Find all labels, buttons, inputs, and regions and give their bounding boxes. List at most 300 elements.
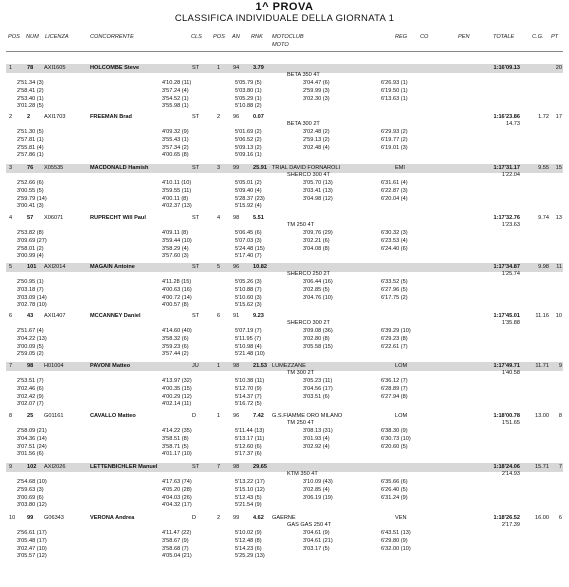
- lap-time: 6'33.52 (5): [381, 279, 408, 285]
- lap-time: 4'00.35 (15): [162, 385, 192, 392]
- lap-time: 6'19.50 (1): [381, 87, 408, 94]
- lap-time: 3'05.58 (15): [303, 343, 333, 350]
- rider-name: MACDONALD Hamish: [90, 165, 149, 171]
- rider-bike: TM 250 4T: [287, 222, 315, 228]
- rider-name: CAVALLO Matteo: [90, 413, 136, 419]
- rider-block: [6, 214, 563, 263]
- rider-name: HOLCOMBE Steve: [90, 65, 140, 71]
- rider-year: 98: [233, 363, 240, 369]
- rider-licence: AXI2026: [44, 464, 66, 470]
- page-subtitle: CLASSIFICA INDIVIDUALE DELLA GIORNATA 1: [174, 13, 395, 24]
- rider-rank: 3.79: [253, 65, 264, 71]
- col-co: CO: [420, 34, 429, 40]
- lap-time: 2'59.63 (3): [17, 486, 44, 493]
- rider-class: ST: [192, 165, 200, 171]
- lap-time: 4'14.22 (35): [162, 428, 192, 434]
- rider-points: 11: [556, 264, 562, 270]
- col-moto: MOTO: [272, 42, 289, 48]
- lap-time: 5'13.17 (11): [235, 435, 265, 442]
- lap-time: 2'53.51 (7): [17, 378, 44, 384]
- lap-time: 3'55.98 (1): [162, 103, 189, 110]
- lap-time: 5'12.70 (9): [235, 385, 262, 392]
- rider-block: [6, 164, 563, 214]
- rider-region: EMI: [395, 165, 405, 171]
- lap-time: 5'17.37 (6): [235, 451, 262, 458]
- rider-block: [6, 312, 563, 362]
- rider-pos: 2: [9, 114, 13, 120]
- lap-time: 6'23.53 (4): [381, 237, 408, 244]
- lap-time: 5'09.13 (2): [235, 144, 262, 151]
- rider-total: 1:16'09.13: [493, 65, 520, 71]
- rider-number: 102: [27, 464, 37, 470]
- rider-cg: 15.71: [535, 464, 549, 470]
- lap-time: 2'58.01 (2): [17, 245, 44, 252]
- lap-time: 6'31.61 (4): [381, 180, 408, 186]
- lap-time: 3'05.70 (13): [303, 180, 333, 186]
- rider-licence: AXI1703: [44, 114, 66, 120]
- rider-motoclub: TRIAL DAVID FORNAROLI: [272, 165, 341, 171]
- rider-class-pos: 5: [217, 264, 221, 270]
- lap-time: 5'12.43 (5): [235, 494, 262, 501]
- lap-time: 3'09.08 (36): [303, 328, 333, 334]
- lap-time: 4'01.17 (10): [162, 451, 192, 458]
- rider-gap: 1'40.58: [501, 370, 520, 376]
- lap-time: 3'04.36 (14): [17, 435, 47, 442]
- lap-time: 2'59.05 (2): [17, 351, 44, 358]
- lap-time: 6'24.40 (6): [381, 245, 408, 252]
- rider-rank: 7.42: [253, 413, 264, 419]
- rider-block: [6, 113, 563, 164]
- rider-class-pos: 2: [217, 114, 221, 120]
- lap-time: 4'17.63 (74): [162, 479, 192, 485]
- lap-time: 2'59.99 (3): [303, 87, 330, 94]
- rider-class: ST: [192, 65, 200, 71]
- rider-licence: G01161: [44, 413, 64, 419]
- lap-time: 2'50.95 (1): [17, 279, 44, 285]
- lap-time: 3'58.32 (6): [162, 335, 189, 342]
- lap-time: 4'10.11 (10): [162, 180, 192, 186]
- lap-time: 2'59.79 (14): [17, 195, 47, 202]
- rider-name: VERONA Andrea: [90, 515, 135, 521]
- lap-time: 2'54.68 (10): [17, 479, 47, 485]
- lap-time: 3'06.19 (19): [303, 494, 333, 501]
- col-cls: CLS: [191, 34, 202, 40]
- lap-time: 2'51.34 (3): [17, 80, 44, 86]
- lap-time: 6'13.63 (1): [381, 95, 408, 102]
- rider-rank: 21.53: [253, 363, 267, 369]
- lap-time: 5'10.60 (3): [235, 294, 262, 301]
- rider-pos: 3: [9, 165, 13, 171]
- lap-time: 3'00.41 (3): [17, 203, 44, 210]
- rider-bike: TM 300 2T: [287, 370, 315, 376]
- lap-time: 3'58.67 (9): [162, 537, 189, 544]
- rider-class: ST: [192, 313, 200, 319]
- rider-gap: 1'35.88: [501, 320, 520, 326]
- rider-points: 15: [555, 165, 562, 171]
- rider-points: 8: [558, 413, 562, 419]
- rider-rank: 9.23: [253, 313, 264, 319]
- rider-points: 20: [555, 65, 562, 71]
- lap-time: 3'59.55 (11): [162, 187, 192, 194]
- rider-year: 91: [233, 313, 240, 319]
- lap-time: 5'06.52 (2): [235, 136, 262, 143]
- rider-bike: SHERCO 300 4T: [287, 172, 330, 178]
- rider-cg: 11.71: [535, 363, 549, 369]
- rider-number: 25: [27, 413, 34, 419]
- rider-pos: 8: [9, 413, 13, 419]
- lap-time: 3'55.43 (1): [162, 136, 189, 143]
- rider-rank: 25.91: [253, 165, 267, 171]
- lap-time: 6'17.75 (2): [381, 294, 408, 301]
- rider-rank: 29.65: [253, 464, 267, 470]
- lap-time: 4'00.57 (8): [162, 302, 189, 309]
- rider-cg: 16.00: [535, 515, 549, 521]
- lap-time: 5'12.48 (8): [235, 537, 262, 544]
- rider-motoclub: LUMEZZANE: [272, 363, 306, 369]
- lap-time: 6'36.12 (7): [381, 378, 408, 384]
- lap-time: 5'03.80 (1): [235, 87, 262, 94]
- lap-time: 5'10.38 (11): [235, 378, 265, 384]
- lap-time: 3'59.23 (6): [162, 343, 189, 350]
- rider-cg: 13.00: [535, 413, 549, 419]
- rider-points: 13: [555, 215, 562, 221]
- lap-time: 3'02.85 (4): [303, 486, 330, 493]
- rider-cg: 9.55: [538, 165, 549, 171]
- lap-time: 3'02.30 (3): [303, 95, 330, 102]
- rider-total: 1:17'32.76: [493, 215, 520, 221]
- lap-time: 6'29.23 (8): [381, 335, 408, 342]
- rider-licence: H01004: [44, 363, 64, 369]
- page-title: 1^ PROVA: [255, 1, 314, 13]
- rider-gap: 1'25.74: [501, 271, 520, 277]
- lap-time: 2'58.09 (21): [17, 428, 47, 434]
- rider-number: 78: [27, 65, 34, 71]
- lap-time: 5'24.48 (15): [235, 245, 265, 252]
- col-pen: PEN: [458, 34, 470, 40]
- rider-licence: X05535: [44, 165, 64, 171]
- col-num: NUM: [26, 34, 39, 40]
- lap-time: 5'15.62 (3): [235, 302, 262, 309]
- lap-time: 6'39.29 (10): [381, 328, 411, 334]
- lap-time: 6'22.87 (3): [381, 187, 408, 194]
- lap-time: 5'15.92 (4): [235, 203, 262, 210]
- lap-time: 3'02.80 (8): [303, 335, 330, 342]
- lap-time: 3'04.47 (6): [303, 80, 330, 86]
- rider-total: 1:17'31.17: [493, 165, 520, 171]
- lap-time: 4'04.03 (26): [162, 494, 192, 501]
- lap-time: 4'00.65 (8): [162, 152, 189, 159]
- lap-time: 6'27.96 (5): [381, 286, 408, 293]
- col-totale: TOTALE: [493, 34, 515, 40]
- lap-time: 3'57.44 (2): [162, 351, 189, 358]
- lap-time: 5'21.54 (9): [235, 502, 262, 509]
- lap-time: 5'14.37 (7): [235, 393, 262, 400]
- lap-time: 6'30.73 (10): [381, 435, 411, 442]
- rider-rank: 0.07: [253, 114, 264, 120]
- lap-time: 6'35.66 (6): [381, 479, 408, 485]
- lap-time: 2'52.66 (6): [17, 180, 44, 186]
- rider-bike: GAS GAS 250 4T: [287, 522, 332, 528]
- lap-time: 6'20.60 (5): [381, 443, 408, 450]
- rider-block: [6, 263, 563, 312]
- lap-time: 4'09.32 (9): [162, 129, 189, 135]
- rider-number: 57: [27, 215, 34, 221]
- rider-cg: 1.72: [538, 114, 549, 120]
- col-rnk: RNK: [251, 34, 263, 40]
- lap-time: 3'01.56 (6): [17, 451, 44, 458]
- rider-class: ST: [192, 264, 200, 270]
- rider-total: 1:17'49.71: [493, 363, 520, 369]
- lap-time: 4'14.60 (40): [162, 328, 192, 334]
- rider-total: 1:18'00.78: [493, 413, 520, 419]
- rider-pos: 5: [9, 264, 13, 270]
- lap-time: 3'02.46 (6): [17, 385, 44, 392]
- lap-time: 2'59.13 (2): [303, 136, 330, 143]
- rider-bike: SHERCO 250 2T: [287, 271, 330, 277]
- lap-time: 5'28.37 (23): [235, 195, 265, 202]
- rider-block: [6, 412, 563, 463]
- rider-class-pos: 2: [217, 515, 221, 521]
- rider-year: 98: [233, 464, 240, 470]
- lap-time: 5'05.79 (5): [235, 80, 262, 86]
- rider-block: [6, 514, 563, 564]
- lap-time: 3'08.13 (31): [303, 428, 333, 434]
- lap-time: 5'10.88 (2): [235, 103, 262, 110]
- lap-time: 5'01.69 (2): [235, 129, 262, 135]
- rider-licence: AXI1605: [44, 65, 66, 71]
- lap-time: 3'03.41 (13): [303, 187, 333, 194]
- lap-time: 3'00.55 (5): [17, 187, 44, 194]
- lap-time: 6'38.30 (9): [381, 428, 408, 434]
- rider-class: ST: [192, 215, 200, 221]
- rider-year: 98: [233, 215, 240, 221]
- lap-time: 3'05.57 (12): [17, 553, 47, 560]
- lap-time: 6'43.51 (13): [381, 530, 411, 536]
- rider-points: 10: [555, 313, 562, 319]
- rider-name: MCCANNEY Daniel: [90, 313, 141, 319]
- rider-year: 96: [233, 413, 240, 419]
- lap-time: 3'04.98 (12): [303, 195, 333, 202]
- rider-class: ST: [192, 464, 200, 470]
- lap-time: 3'59.44 (10): [162, 237, 192, 244]
- rider-licence: X06071: [44, 215, 64, 221]
- lap-time: 5'09.16 (1): [235, 152, 262, 159]
- lap-time: 5'07.03 (3): [235, 237, 262, 244]
- lap-time: 3'03.18 (7): [17, 286, 44, 293]
- col-reg: REG: [395, 34, 408, 40]
- rider-pos: 7: [9, 363, 13, 369]
- lap-time: 5'07.19 (7): [235, 328, 262, 334]
- rider-class: ST: [192, 114, 200, 120]
- col-concorrente: CONCORRENTE: [90, 34, 134, 40]
- rider-name: MAGAIN Antoine: [90, 264, 135, 270]
- rider-cg: 9.98: [538, 264, 549, 270]
- lap-time: 5'06.45 (6): [235, 230, 262, 236]
- lap-time: 4'11.28 (15): [162, 279, 192, 285]
- lap-time: 2'57.81 (1): [17, 136, 44, 143]
- lap-time: 5'05.29 (1): [235, 95, 262, 102]
- lap-time: 3'02.92 (4): [303, 443, 330, 450]
- rider-year: 96: [233, 264, 240, 270]
- lap-time: 5'10.98 (4): [235, 343, 262, 350]
- lap-time: 3'04.61 (21): [303, 537, 333, 544]
- rider-pos: 1: [9, 65, 13, 71]
- rider-block: [6, 362, 563, 412]
- lap-time: 3'58.51 (8): [162, 435, 189, 442]
- lap-time: 4'02.14 (11): [162, 401, 192, 408]
- lap-time: 3'57.34 (2): [162, 144, 189, 151]
- lap-time: 2'58.41 (2): [17, 87, 44, 94]
- lap-time: 4'13.97 (32): [162, 378, 192, 384]
- rider-number: 43: [27, 313, 34, 319]
- col-an: AN: [232, 34, 240, 40]
- lap-time: 5'17.40 (7): [235, 253, 262, 260]
- rider-bike: SHERCO 300 2T: [287, 320, 330, 326]
- rider-number: 99: [27, 515, 34, 521]
- col-pos: POS: [8, 34, 20, 40]
- lap-time: 6'19.77 (2): [381, 136, 408, 143]
- rider-bike: KTM 350 4T: [287, 471, 318, 477]
- lap-time: 6'19.01 (3): [381, 144, 408, 151]
- rider-gap: 14.73: [506, 121, 520, 127]
- lap-time: 2'51.67 (4): [17, 328, 44, 334]
- lap-time: 4'02.37 (13): [162, 203, 192, 210]
- lap-time: 3'02.21 (6): [303, 237, 330, 244]
- lap-time: 3'04.76 (10): [303, 294, 333, 301]
- rider-class: JU: [192, 363, 199, 369]
- rider-class-pos: 1: [217, 413, 221, 419]
- rider-name: RUPRECHT Will Paul: [90, 215, 146, 221]
- lap-time: 5'10.02 (9): [235, 530, 262, 536]
- lap-time: 3'03.09 (14): [17, 294, 47, 301]
- lap-time: 6'26.40 (5): [381, 486, 408, 493]
- rider-year: 94: [233, 65, 240, 71]
- lap-time: 5'13.22 (17): [235, 479, 265, 485]
- lap-time: 6'22.61 (7): [381, 343, 408, 350]
- rider-class-pos: 1: [217, 363, 221, 369]
- lap-time: 4'05.04 (21): [162, 553, 192, 560]
- lap-time: 3'03.80 (12): [17, 502, 47, 509]
- rider-number: 76: [27, 165, 34, 171]
- col-pos2: POS: [213, 34, 225, 40]
- rider-year: 99: [233, 515, 240, 521]
- lap-time: 3'02.42 (9): [17, 393, 44, 400]
- rider-gap: 2'14.93: [501, 471, 520, 477]
- lap-time: 2'53.40 (1): [17, 95, 44, 102]
- lap-time: 6'28.89 (7): [381, 385, 408, 392]
- lap-time: 2'56.61 (17): [17, 530, 47, 536]
- rider-pos: 4: [9, 215, 13, 221]
- rider-bike: BETA 300 2T: [287, 121, 320, 127]
- lap-time: 2'51.30 (5): [17, 129, 44, 135]
- rider-rank: 4.62: [253, 515, 264, 521]
- col-licenza: LICENZA: [45, 34, 69, 40]
- rider-cg: 11.16: [535, 313, 549, 319]
- lap-time: 3'02.47 (10): [17, 545, 47, 552]
- lap-time: 5'25.29 (13): [235, 553, 265, 560]
- lap-time: 3'04.08 (8): [303, 245, 330, 252]
- rider-year: 96: [233, 114, 240, 120]
- lap-time: 4'11.47 (22): [162, 530, 192, 536]
- rider-total: 1:18'26.52: [493, 515, 520, 521]
- lap-time: 4'00.63 (16): [162, 286, 192, 293]
- rider-class: D: [192, 515, 197, 521]
- rider-number: 98: [27, 363, 34, 369]
- lap-time: 2'53.82 (8): [17, 230, 44, 236]
- lap-time: 3'00.69 (6): [17, 494, 44, 501]
- lap-time: 3'01.28 (5): [17, 103, 44, 110]
- lap-time: 3'02.78 (10): [17, 302, 47, 309]
- rider-number: 101: [27, 264, 37, 270]
- rider-cg: 9.74: [538, 215, 549, 221]
- lap-time: 4'10.28 (11): [162, 80, 192, 86]
- rider-points: 17: [555, 114, 562, 120]
- lap-time: 3'05.23 (11): [303, 378, 333, 384]
- lap-time: 5'14.23 (6): [235, 545, 262, 552]
- lap-time: 2'57.86 (1): [17, 152, 44, 159]
- lap-time: 3'09.69 (27): [17, 237, 47, 244]
- lap-time: 3'10.09 (43): [303, 479, 333, 485]
- rider-block: [6, 463, 563, 514]
- lap-time: 6'30.32 (3): [381, 230, 408, 236]
- lap-time: 6'26.93 (1): [381, 80, 408, 86]
- lap-time: 3'05.48 (17): [17, 537, 47, 544]
- lap-time: 6'20.04 (4): [381, 195, 408, 202]
- lap-time: 4'09.11 (8): [162, 230, 189, 236]
- lap-time: 6'32.00 (10): [381, 545, 411, 552]
- lap-time: 6'27.94 (8): [381, 393, 408, 400]
- rider-licence: G06343: [44, 515, 64, 521]
- lap-time: 5'10.88 (7): [235, 286, 262, 293]
- lap-time: 3'04.61 (9): [303, 530, 330, 536]
- lap-time: 5'21.48 (10): [235, 351, 265, 358]
- rider-licence: AXI2014: [44, 264, 66, 270]
- rider-gap: 1'51.65: [501, 420, 520, 426]
- lap-time: 5'09.40 (4): [235, 187, 262, 194]
- lap-time: 3'04.56 (17): [303, 385, 333, 392]
- lap-time: 5'05.26 (3): [235, 279, 262, 285]
- lap-time: 3'00.99 (4): [17, 253, 44, 260]
- lap-time: 4'00.11 (8): [162, 195, 189, 202]
- rider-region: LOM: [395, 363, 408, 369]
- rider-motoclub: G.S.FIAMME ORO MILANO: [272, 413, 343, 419]
- lap-time: 3'58.68 (7): [162, 545, 189, 552]
- lap-time: 5'11.95 (7): [235, 335, 262, 342]
- rider-points: 6: [558, 515, 562, 521]
- rider-name: LETTENBICHLER Manuel: [90, 464, 158, 470]
- lap-time: 6'29.93 (2): [381, 129, 408, 135]
- rider-class-pos: 1: [217, 65, 221, 71]
- lap-time: 5'16.72 (5): [235, 401, 262, 408]
- rider-pos: 9: [9, 464, 13, 470]
- rider-class: D: [192, 413, 197, 419]
- lap-time: 3'00.09 (5): [17, 343, 44, 350]
- lap-time: 3'03.51 (6): [303, 393, 330, 400]
- rider-bike: TM 250 4T: [287, 420, 315, 426]
- rider-name: FREEMAN Brad: [90, 114, 132, 120]
- lap-time: 3'58.71 (5): [162, 443, 189, 450]
- rider-gap: 1'23.63: [501, 222, 520, 228]
- lap-time: 3'02.48 (4): [303, 144, 330, 151]
- lap-time: 3'03.17 (5): [303, 545, 330, 552]
- lap-time: 6'29.80 (9): [381, 537, 408, 544]
- lap-time: 6'31.24 (9): [381, 494, 408, 501]
- rider-pos: 10: [9, 515, 16, 521]
- lap-time: 4'05.20 (28): [162, 486, 192, 493]
- col-pt: PT: [551, 34, 559, 40]
- rider-rank: 10.82: [253, 264, 267, 270]
- rider-name: PAVONI Matteo: [90, 363, 131, 369]
